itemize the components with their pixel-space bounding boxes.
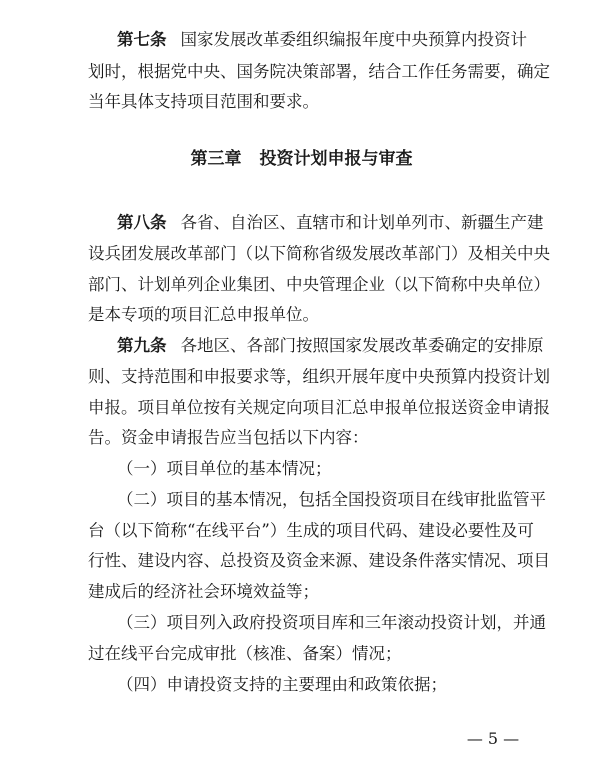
item-2-line-3: 行性、建设内容、总投资及资金来源、建设条件落实情况、项目 (88, 551, 550, 570)
article-8-line-4: 是本专项的项目汇总申报单位。 (88, 305, 319, 324)
item-2-line-1: （二）项目的基本情况，包括全国投资项目在线审批监管平 (117, 490, 546, 509)
article-9-text: 各地区、各部门按照国家发展改革委确定的安排原 (180, 336, 544, 355)
item-2-line-2: 台（以下简称“在线平台”）生成的项目代码、建设必要性及可 (88, 521, 534, 540)
article-9-title: 第九条 (117, 336, 167, 355)
article-9-line-1 (117, 336, 544, 356)
page-number: — 5 — (466, 729, 520, 748)
article-9-line-4: 告。资金申请报告应当包括以下内容： (88, 428, 369, 447)
chapter-number: 第三章 (190, 149, 242, 169)
item-3-line-2: 过在线平台完成审批（核准、备案）情况； (88, 644, 402, 663)
article-9-line-2: 则、支持范围和申报要求等，组织开展年度中央预算内投资计划 (88, 367, 550, 386)
article-8-text: 各省、自治区、直辖市和计划单列市、新疆生产建 (180, 213, 544, 232)
article-8-line-3: 部门、计划单列企业集团、中央管理企业（以下简称中央单位） (88, 275, 550, 294)
article-7-line-2: 划时，根据党中央、国务院决策部署，结合工作任务需要，确定 (88, 62, 550, 81)
chapter-title: 投资计划申报与审查 (259, 149, 413, 169)
article-8-line-1 (117, 213, 544, 233)
item-2-line-4: 建成后的经济社会环境效益等； (88, 582, 319, 601)
article-7-text: 国家发展改革委组织编报年度中央预算内投资计 (180, 30, 527, 49)
chapter-heading (0, 148, 603, 170)
article-7-title: 第七条 (117, 30, 167, 49)
item-3-line-1: （三）项目列入政府投资项目库和三年滚动投资计划，并通 (117, 613, 546, 632)
article-7-line-3: 当年具体支持项目范围和要求。 (88, 92, 319, 111)
item-1-line-1: （一）项目单位的基本情况； (117, 459, 332, 478)
article-7-line-1 (117, 30, 527, 50)
article-8-title: 第八条 (117, 213, 167, 232)
article-8-line-2: 设兵团发展改革部门（以下简称省级发展改革部门）及相关中央 (88, 244, 550, 263)
article-9-line-3: 申报。项目单位按有关规定向项目汇总申报单位报送资金申请报 (88, 398, 550, 417)
item-4-line-1: （四）申请投资支持的主要理由和政策依据； (117, 675, 447, 694)
